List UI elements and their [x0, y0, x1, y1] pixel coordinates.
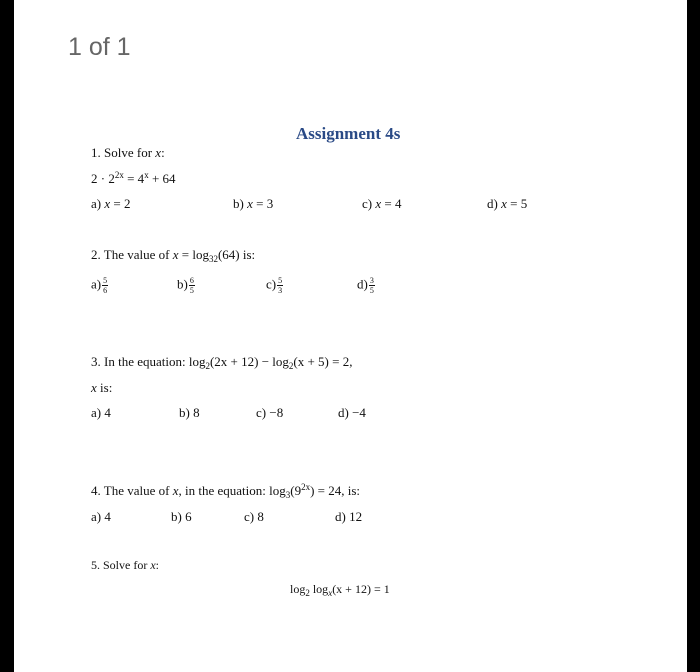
question-5-equation: $\log_2 \log_x(x + 12) = 1$ [290, 582, 390, 598]
question-3-option-c: c) −8 [256, 405, 284, 420]
question-3-option-a: a) 4 [91, 405, 111, 420]
question-1-prompt: 1. Solve for x: [91, 145, 165, 160]
question-3-option-d: d) −4 [338, 405, 366, 420]
document-title: Assignment 4s [296, 124, 401, 143]
question-4-option-c: c) 8 [244, 509, 264, 524]
question-5-prompt: 5. Solve for x: [91, 558, 159, 572]
fraction: $\frac{5}{6}$ [103, 276, 108, 295]
question-3-option-b: b) 8 [179, 405, 200, 420]
question-3-prompt: 3. In the equation: $\log_2(2x + 12) - \log_2(x + 5) = 2$, [91, 354, 353, 371]
fraction: $\frac{5}{3}$ [278, 276, 283, 295]
question-2-option-c: c) $\frac{5}{3}$ [266, 276, 283, 295]
question-2-option-b: b) $\frac{6}{5}$ [177, 276, 194, 295]
viewer-left-edge [0, 0, 14, 672]
question-2-option-a: a) $\frac{5}{6}$ [91, 276, 108, 295]
question-3-prompt-line2: x is: [91, 380, 113, 395]
question-4-option-b: b) 6 [171, 509, 192, 524]
question-1-option-d: d) x = 5 [487, 196, 528, 211]
question-2-option-d: d) $\frac{3}{5}$ [357, 276, 374, 295]
fraction: $\frac{6}{5}$ [189, 276, 194, 295]
question-2-prompt: 2. The value of $x = \log_{32}(64)$ is: [91, 247, 256, 264]
question-4-option-d: d) 12 [335, 509, 363, 524]
fraction: $\frac{3}{5}$ [369, 276, 374, 295]
question-1-option-b: b) x = 3 [233, 196, 274, 211]
viewer-right-edge [687, 0, 700, 672]
question-4-prompt: 4. The value of x, in the equation: $\log_3(9^{2x}) = 24$, is: [91, 482, 361, 500]
page-indicator: 1 of 1 [68, 33, 131, 61]
question-4-option-a: a) 4 [91, 509, 111, 524]
question-1-option-c: c) x = 4 [362, 196, 402, 211]
question-1-equation: $2 \cdot 2^{2x} = 4^x + 64$ [91, 170, 176, 186]
question-1-option-a: a) x = 2 [91, 196, 131, 211]
